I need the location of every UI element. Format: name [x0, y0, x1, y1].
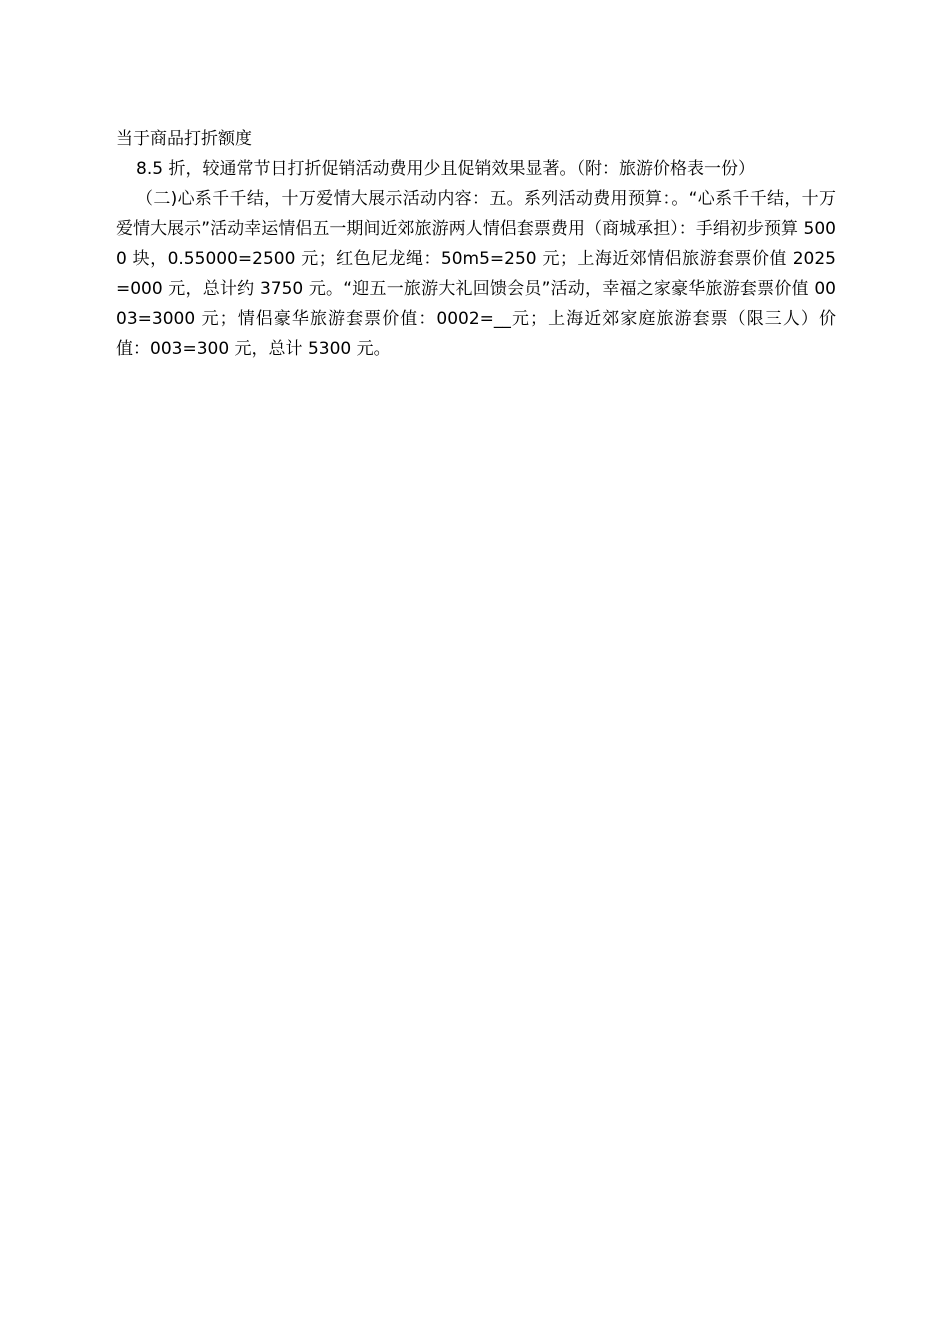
paragraph-discount-rate: 8.5 折，较通常节日打折促销活动费用少且促销效果显著。（附：旅游价格表一份） [136, 159, 755, 179]
paragraph-activity-budget: （二)心系千千结，十万爱情大展示活动内容：五。系列活动费用预算：。“心系千千结，十万爱情大展示”活动幸运情侣五一期间近郊旅游两人情侣套票费用（商城承担）：手绢初步预算 5000 块，0.55000=2500 元；红色尼龙绳：50m5=250 元；上海近郊情侣旅游套票价值 2025=000 元，总计约 3750 元。“迎五一旅游大礼回馈会员”活动，幸福之家豪华旅游套票价值 0003=3000 元；情侣豪华旅游套票价值：0002=__元；上海近郊家庭旅游套票（限三人）价值：003=300 元，总计 5300 元。 [116, 189, 836, 359]
paragraph-discount-continuation: 当于商品打折额度 [116, 129, 252, 149]
document-body [116, 124, 836, 364]
